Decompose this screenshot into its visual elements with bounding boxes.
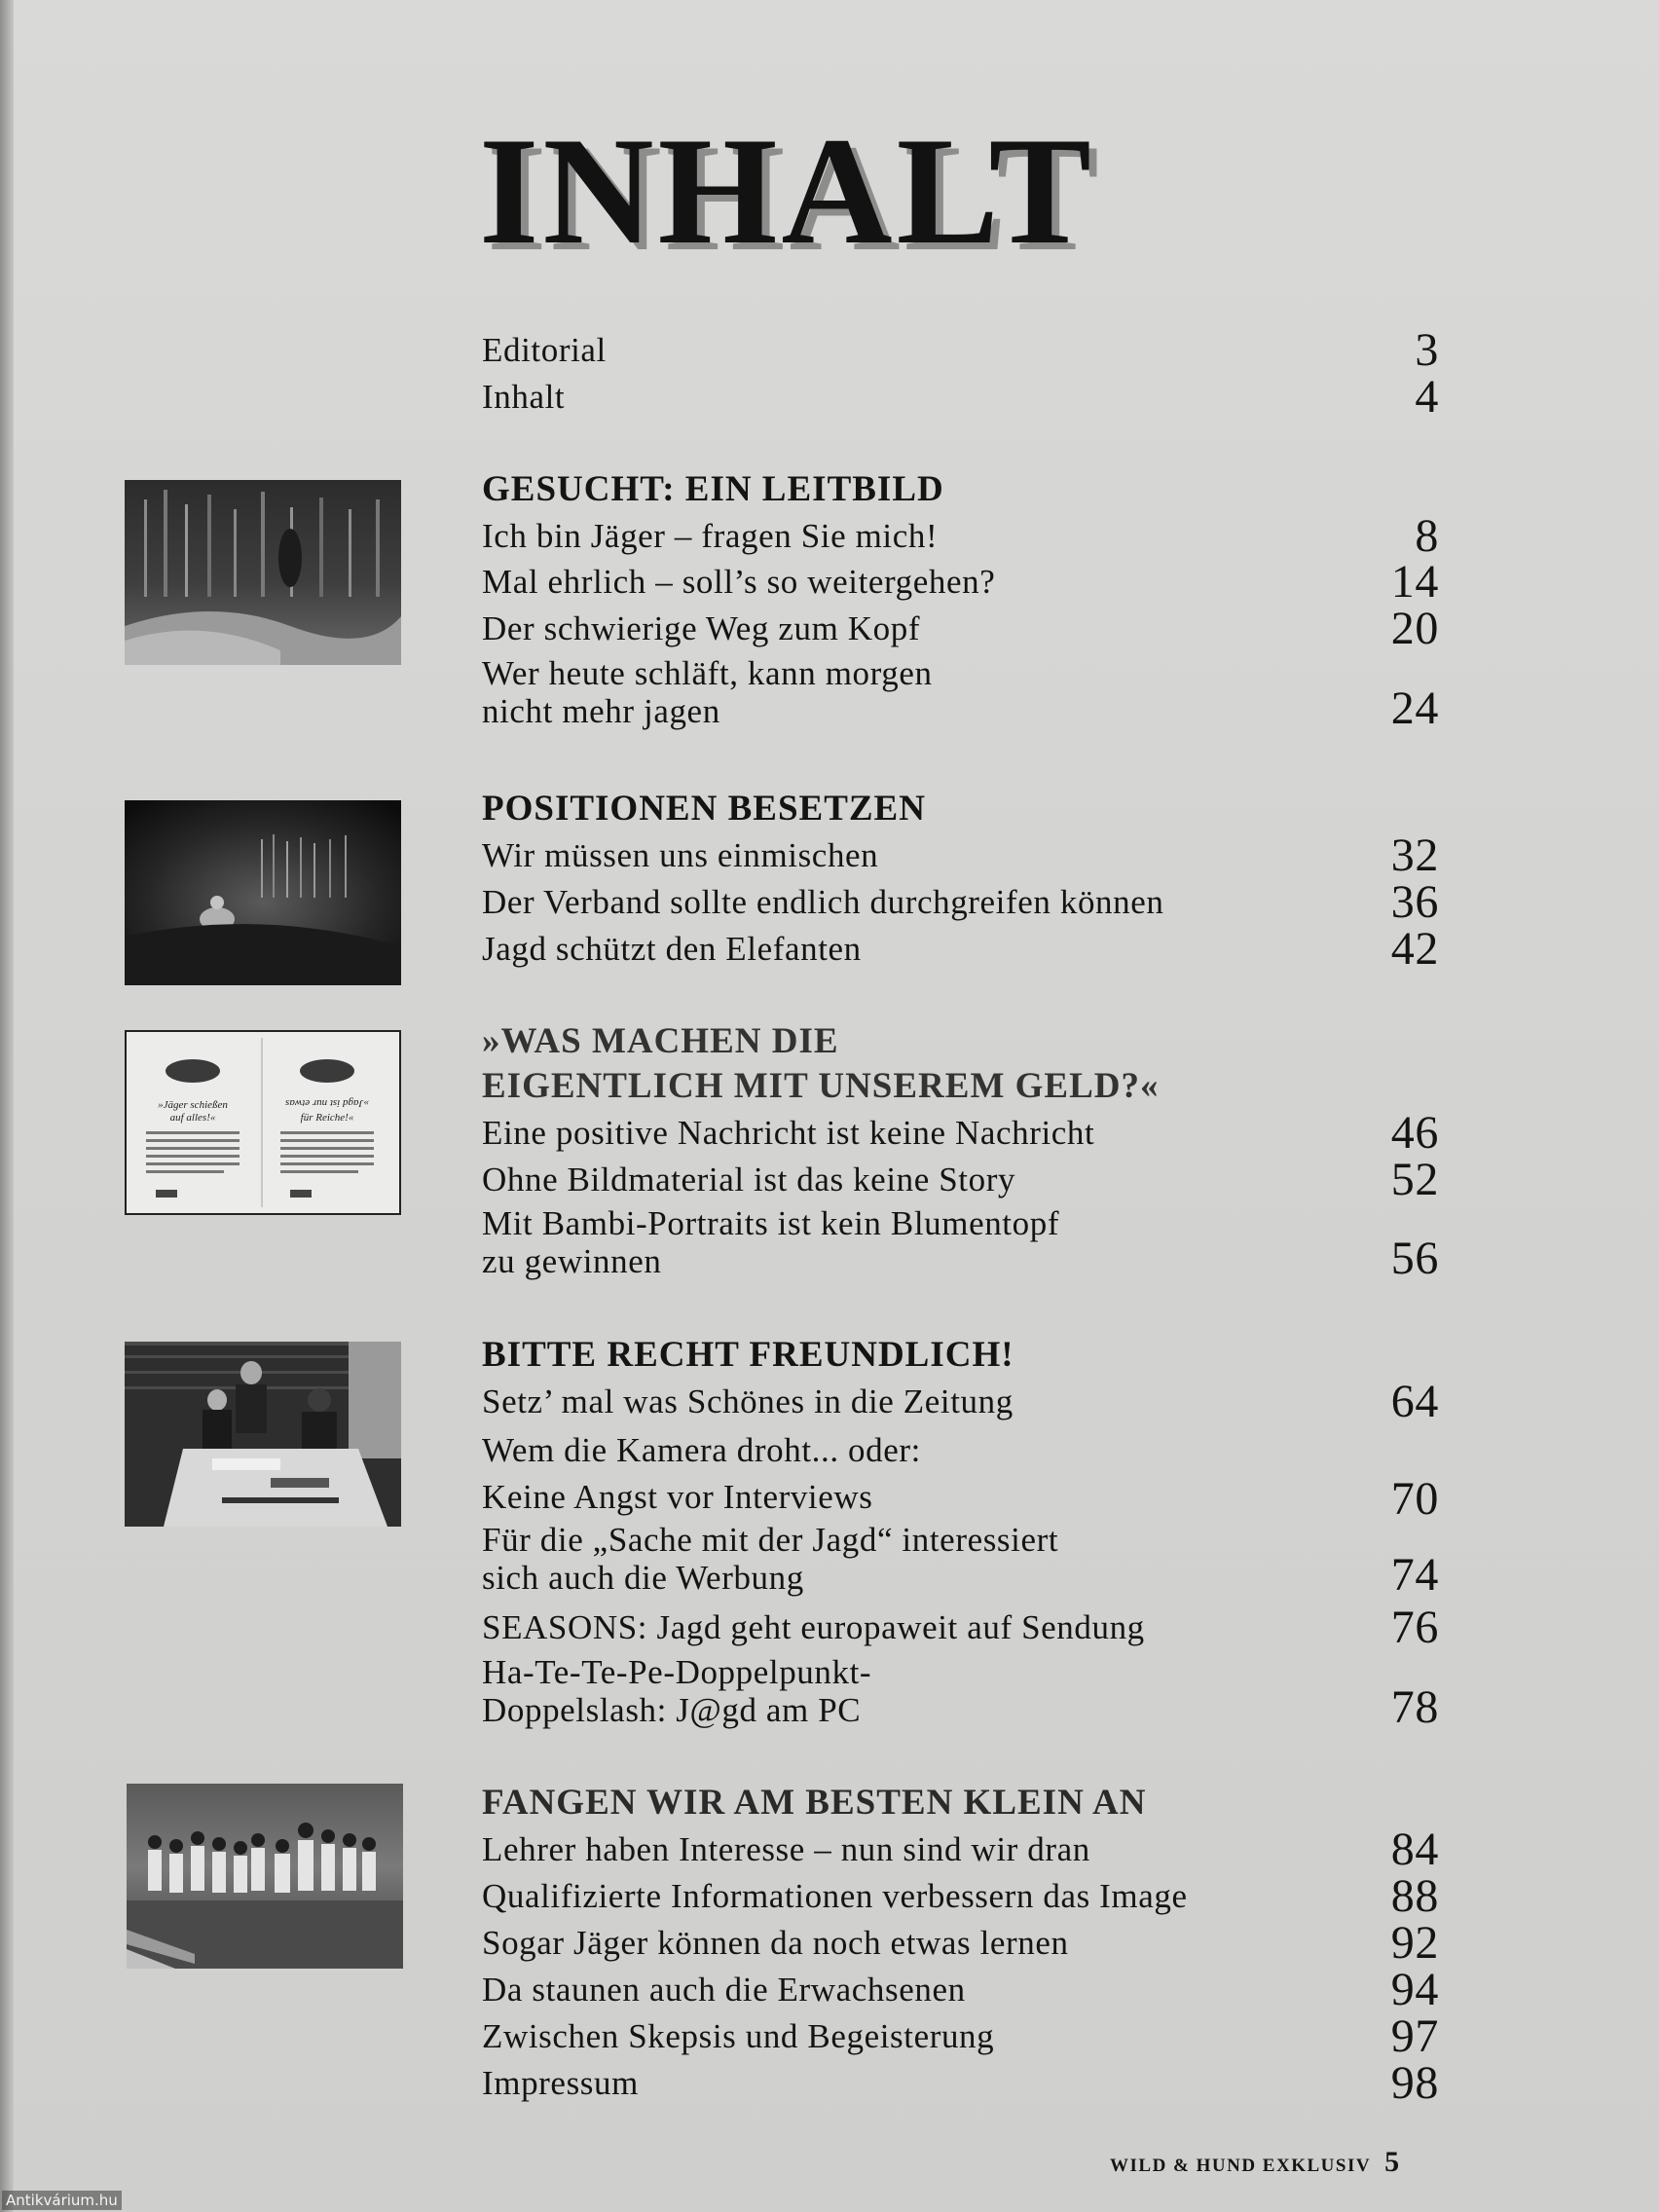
section-heading-line2: EIGENTLICH MIT UNSEREM GELD?« [482, 1066, 1160, 1106]
entry-title: Ha-Te-Te-Pe-Doppelpunkt- [482, 1653, 872, 1691]
entry-page: 46 [1390, 1107, 1439, 1159]
entry-title: Ohne Bildmaterial ist das keine Story [482, 1161, 1016, 1198]
svg-text:auf alles!«: auf alles!« [169, 1112, 216, 1124]
entry-page: 74 [1390, 1549, 1439, 1601]
entry-title: Lehrer haben Interesse – nun sind wir dran [482, 1830, 1090, 1868]
entry-title: Für die „Sache mit der Jagd“ interessiert [482, 1521, 1059, 1559]
entry-title: Wer heute schläft, kann morgen [482, 654, 933, 692]
entry-page: 24 [1390, 682, 1439, 734]
radio-studio-photo [125, 1342, 401, 1527]
toc-entry[interactable] [482, 603, 1439, 654]
toc-entry[interactable] [482, 510, 1439, 562]
entry-title: Der schwierige Weg zum Kopf [482, 609, 921, 647]
entry-page: 94 [1390, 1964, 1439, 2015]
page-title: INHALT [479, 106, 1095, 276]
toc-entry[interactable] [482, 1427, 1439, 1525]
entry-page: 78 [1390, 1681, 1439, 1733]
entry-title: Inhalt [482, 378, 566, 416]
entry-page: 42 [1390, 923, 1439, 975]
entry-page: 64 [1390, 1376, 1439, 1427]
entry-title: Mit Bambi-Portraits ist kein Blumentopf [482, 1204, 1060, 1242]
hunter-in-forest-photo [125, 800, 401, 985]
section-heading: BITTE RECHT FREUNDLICH! [482, 1335, 1014, 1375]
toc-entry[interactable] [482, 2057, 1439, 2109]
toc-entry[interactable] [482, 654, 1439, 734]
entry-page: 3 [1415, 324, 1439, 376]
entry-page: 88 [1390, 1870, 1439, 1922]
entry-title: Editorial [482, 331, 607, 369]
entry-page: 14 [1390, 556, 1439, 608]
toc-entry[interactable] [482, 1917, 1439, 1969]
toc-entry[interactable] [482, 556, 1439, 608]
section-heading: »WAS MACHEN DIE [482, 1021, 839, 1061]
toc-entry[interactable] [482, 2010, 1439, 2062]
entry-page: 70 [1390, 1473, 1439, 1525]
forest-path-photo [125, 480, 401, 665]
svg-text:für Reiche!«: für Reiche!« [300, 1112, 354, 1124]
section-heading: FANGEN WIR AM BESTEN KLEIN AN [482, 1783, 1147, 1823]
entry-title: Ich bin Jäger – fragen Sie mich! [482, 517, 939, 555]
toc-entry[interactable] [482, 1870, 1439, 1922]
toc-entry[interactable] [482, 1964, 1439, 2015]
toc-entry[interactable] [482, 1204, 1439, 1284]
entry-title-line2: nicht mehr jagen [482, 692, 720, 730]
toc-entry[interactable] [482, 1107, 1439, 1159]
entry-page: 8 [1415, 510, 1439, 562]
page-spine-shadow [0, 0, 14, 2212]
entry-title: Impressum [482, 2064, 639, 2102]
entry-title-line2: sich auch die Werbung [482, 1559, 804, 1597]
toc-entry-editorial[interactable] [482, 324, 1439, 376]
entry-page: 76 [1390, 1602, 1439, 1653]
entry-page: 20 [1390, 603, 1439, 654]
toc-entry[interactable] [482, 1602, 1439, 1653]
entry-title-line2: Doppelslash: J@gd am PC [482, 1691, 862, 1729]
entry-page: 98 [1390, 2057, 1439, 2109]
svg-text:»Jagd ist nur etwas: »Jagd ist nur etwas [285, 1097, 369, 1109]
entry-title: SEASONS: Jagd geht europaweit auf Sendung [482, 1608, 1145, 1646]
svg-text:»Jäger schießen: »Jäger schießen [158, 1099, 228, 1111]
toc-entry[interactable] [482, 876, 1439, 928]
entry-title-line2: Keine Angst vor Interviews [482, 1478, 873, 1516]
toc-entry[interactable] [482, 1653, 1439, 1733]
entry-title: Zwischen Skepsis und Begeisterung [482, 2017, 995, 2055]
entry-title: Mal ehrlich – soll’s so weitergehen? [482, 563, 996, 601]
entry-page: 36 [1390, 876, 1439, 928]
toc-entry[interactable] [482, 1521, 1439, 1601]
entry-title: Wir müssen uns einmischen [482, 836, 879, 874]
entry-page: 84 [1390, 1824, 1439, 1875]
entry-page: 97 [1390, 2010, 1439, 2062]
entry-title: Jagd schützt den Elefanten [482, 930, 862, 968]
toc-entry[interactable] [482, 1376, 1439, 1427]
school-children-photo [127, 1784, 403, 1969]
watermark: Antikvárium.hu [2, 2191, 122, 2210]
entry-page: 52 [1390, 1154, 1439, 1205]
entry-title: Der Verband sollte endlich durchgreifen können [482, 883, 1164, 921]
newspaper-ads-photo [125, 1030, 401, 1215]
toc-entry[interactable] [482, 923, 1439, 975]
toc-entry[interactable] [482, 1824, 1439, 1875]
page-number: 5 [1384, 2146, 1400, 2178]
entry-page: 32 [1390, 830, 1439, 881]
entry-page: 56 [1390, 1233, 1439, 1284]
entry-title: Qualifizierte Informationen verbessern das Image [482, 1877, 1188, 1915]
entry-title: Sogar Jäger können da noch etwas lernen [482, 1924, 1069, 1962]
magazine-name: WILD & HUND EXKLUSIV [1110, 2156, 1372, 2176]
toc-entry[interactable] [482, 1154, 1439, 1205]
entry-page: 92 [1390, 1917, 1439, 1969]
entry-title: Setz’ mal was Schönes in die Zeitung [482, 1382, 1014, 1420]
entry-title: Wem die Kamera droht... oder: [482, 1431, 921, 1469]
section-heading: GESUCHT: EIN LEITBILD [482, 469, 944, 509]
page-footer [1110, 2146, 1399, 2179]
toc-entry-inhalt[interactable] [482, 371, 1439, 423]
section-heading: POSITIONEN BESETZEN [482, 789, 926, 829]
entry-title: Eine positive Nachricht ist keine Nachricht [482, 1114, 1095, 1152]
toc-entry[interactable] [482, 830, 1439, 881]
entry-page: 4 [1415, 371, 1439, 423]
entry-title-line2: zu gewinnen [482, 1242, 662, 1280]
entry-title: Da staunen auch die Erwachsenen [482, 1971, 966, 2009]
